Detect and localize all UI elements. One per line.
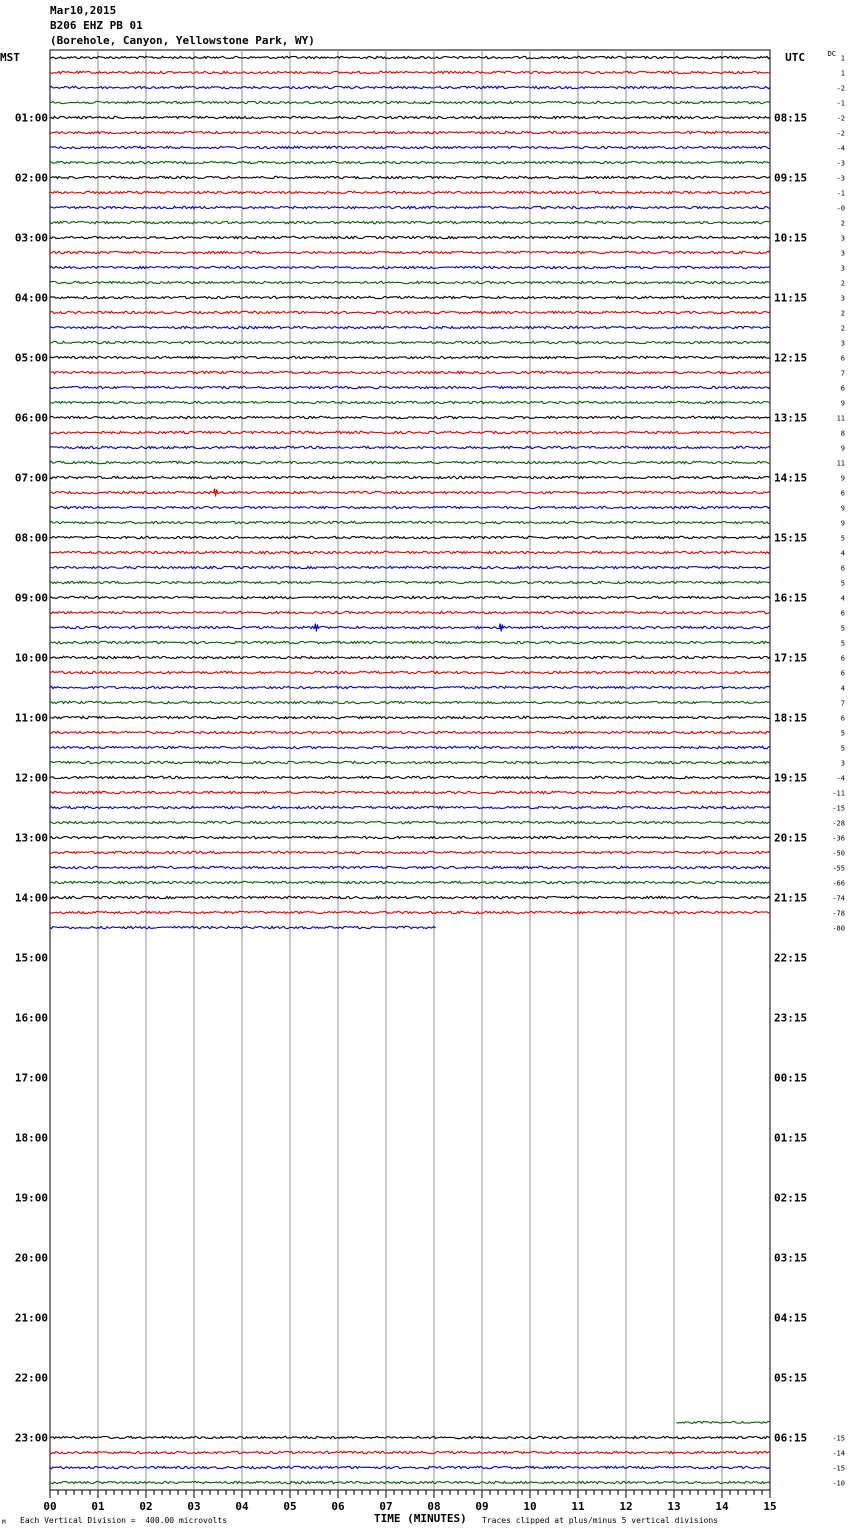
hour-label-utc: 10:15: [774, 231, 808, 245]
station-location: (Borehole, Canyon, Yellowstone Park, WY): [50, 34, 315, 47]
trace-line: [50, 296, 770, 298]
dc-offset-label: 3: [840, 249, 845, 258]
hour-label-mst: 20:00: [14, 1251, 48, 1265]
x-tick-label: 08: [427, 1500, 441, 1513]
dc-offset-label: -28: [832, 819, 845, 828]
dc-offset-label: 9: [840, 444, 845, 453]
x-axis-title: TIME (MINUTES): [374, 1512, 467, 1525]
trace-line: [50, 1481, 770, 1483]
dc-offset-label: 5: [840, 729, 845, 738]
dc-offset-label: -15: [832, 804, 845, 813]
trace-line: [50, 926, 436, 928]
dc-offset-label: -3: [836, 174, 845, 183]
dc-offset-label: 9: [840, 399, 845, 408]
trace-line: [50, 416, 770, 418]
dc-offset-label: 6: [840, 609, 845, 618]
trace-line: [50, 911, 770, 913]
trace-line: [50, 1451, 770, 1453]
trace-line: [50, 536, 770, 538]
dc-offset-label: 1: [840, 69, 845, 78]
trace-line: [50, 521, 770, 523]
dc-column-label: DC: [827, 50, 836, 58]
trace-line: [50, 431, 770, 433]
trace-line: [50, 671, 770, 673]
x-tick-label: 15: [763, 1500, 777, 1513]
trace-line: [50, 551, 770, 553]
dc-offset-label: 11: [836, 414, 845, 423]
trace-line: [50, 746, 770, 748]
trace-line: [50, 326, 770, 328]
trace-line: [676, 1422, 769, 1424]
dc-offset-label: 2: [840, 219, 845, 228]
dc-offset-label: -66: [832, 879, 845, 888]
x-tick-label: 07: [379, 1500, 393, 1513]
hour-label-utc: 15:15: [774, 531, 808, 545]
trace-line: [50, 791, 770, 793]
trace-line: [50, 506, 770, 508]
x-tick-label: 14: [715, 1500, 729, 1513]
x-tick-label: 01: [91, 1500, 105, 1513]
hour-label-mst: 11:00: [14, 711, 48, 725]
footer-scale-note: Each Vertical Division = 400.00 microvolts: [20, 1516, 228, 1525]
x-tick-label: 11: [571, 1500, 585, 1513]
hour-label-utc: 05:15: [774, 1371, 808, 1385]
trace-line: [50, 131, 770, 133]
dc-offset-label: 2: [840, 324, 845, 333]
dc-offset-label: 7: [840, 699, 845, 708]
trace-line: [50, 881, 770, 883]
trace-line: [50, 341, 770, 343]
dc-offset-label: 4: [840, 684, 845, 693]
trace-line: [50, 386, 770, 388]
trace-line: [50, 176, 770, 178]
dc-offset-label: -2: [836, 84, 845, 93]
hour-label-utc: 20:15: [774, 831, 808, 845]
hour-label-utc: 08:15: [774, 111, 808, 125]
dc-offset-label: 2: [840, 279, 845, 288]
hour-label-mst: 08:00: [14, 531, 48, 545]
hour-label-mst: 09:00: [14, 591, 48, 605]
hour-label-mst: 21:00: [14, 1311, 48, 1325]
hour-label-mst: 02:00: [14, 171, 48, 185]
hour-label-utc: 00:15: [774, 1071, 808, 1085]
trace-line: [50, 626, 770, 628]
hour-label-utc: 18:15: [774, 711, 808, 725]
hour-label-utc: 21:15: [774, 891, 808, 905]
trace-line: [50, 116, 770, 118]
hour-label-utc: 11:15: [774, 291, 808, 305]
dc-offset-label: -55: [832, 864, 845, 873]
trace-line: [50, 146, 770, 148]
dc-offset-label: 6: [840, 354, 845, 363]
dc-offset-label: -2: [836, 129, 845, 138]
trace-line: [50, 491, 770, 493]
dc-offset-label: 5: [840, 639, 845, 648]
dc-offset-label: 6: [840, 654, 845, 663]
dc-offset-label: 4: [840, 594, 845, 603]
hour-label-mst: 03:00: [14, 231, 48, 245]
hour-label-mst: 05:00: [14, 351, 48, 365]
dc-offset-label: -1: [836, 99, 845, 108]
station-code: B206 EHZ PB 01: [50, 19, 143, 32]
hour-label-utc: 19:15: [774, 771, 808, 785]
hour-label-mst: 06:00: [14, 411, 48, 425]
hour-label-mst: 10:00: [14, 651, 48, 665]
hour-label-utc: 03:15: [774, 1251, 808, 1265]
trace-line: [50, 656, 770, 658]
dc-offset-label: 5: [840, 624, 845, 633]
dc-offset-label: -4: [836, 774, 845, 783]
hour-label-utc: 23:15: [774, 1011, 808, 1025]
dc-offset-label: -80: [832, 924, 845, 933]
hour-label-utc: 17:15: [774, 651, 808, 665]
hour-label-mst: 17:00: [14, 1071, 48, 1085]
trace-line: [50, 191, 770, 193]
hour-label-mst: 12:00: [14, 771, 48, 785]
dc-offset-label: 9: [840, 519, 845, 528]
hour-label-mst: 14:00: [14, 891, 48, 905]
dc-offset-label: -15: [832, 1434, 845, 1443]
dc-offset-label: 3: [840, 234, 845, 243]
dc-offset-label: 5: [840, 744, 845, 753]
trace-line: [50, 476, 770, 478]
dc-offset-label: 6: [840, 714, 845, 723]
trace-line: [50, 266, 770, 268]
dc-offset-label: 11: [836, 459, 845, 468]
footer-mark: M: [2, 1519, 6, 1526]
trace-line: [50, 641, 770, 643]
dc-offset-label: 3: [840, 264, 845, 273]
dc-offset-label: -78: [832, 909, 845, 918]
right-axis-label: UTC: [785, 51, 805, 64]
hour-label-utc: 12:15: [774, 351, 808, 365]
trace-line: [50, 206, 770, 208]
footer-clip-note: Traces clipped at plus/minus 5 vertical divisions: [482, 1516, 719, 1525]
trace-line: [50, 701, 770, 703]
trace-line: [50, 86, 770, 88]
x-tick-label: 03: [187, 1500, 201, 1513]
plot-date: Mar10,2015: [50, 4, 117, 17]
trace-line: [50, 356, 770, 358]
hour-label-mst: 16:00: [14, 1011, 48, 1025]
dc-offset-label: -0: [836, 204, 845, 213]
x-tick-label: 04: [235, 1500, 249, 1513]
hour-label-utc: 13:15: [774, 411, 808, 425]
x-tick-label: 13: [667, 1500, 681, 1513]
dc-offset-label: 6: [840, 384, 845, 393]
trace-line: [50, 401, 770, 403]
trace-line: [50, 851, 770, 853]
trace-line: [50, 866, 770, 868]
hour-label-utc: 04:15: [774, 1311, 808, 1325]
hour-label-mst: 22:00: [14, 1371, 48, 1385]
hour-label-utc: 14:15: [774, 471, 808, 485]
trace-line: [50, 311, 770, 313]
x-tick-label: 00: [43, 1500, 57, 1513]
trace-line: [50, 101, 770, 103]
dc-offset-label: 1: [840, 54, 845, 63]
dc-offset-label: -36: [832, 834, 845, 843]
dc-offset-label: 6: [840, 489, 845, 498]
trace-line: [50, 566, 770, 568]
trace-line: [50, 251, 770, 253]
trace-line: [50, 71, 770, 73]
trace-line: [50, 221, 770, 223]
dc-offset-label: 9: [840, 504, 845, 513]
trace-line: [50, 761, 770, 763]
trace-line: [50, 716, 770, 718]
trace-line: [50, 446, 770, 448]
hour-label-mst: 15:00: [14, 951, 48, 965]
dc-offset-label: -50: [832, 849, 845, 858]
x-tick-label: 02: [139, 1500, 153, 1513]
dc-offset-label: -3: [836, 159, 845, 168]
hour-label-mst: 18:00: [14, 1131, 48, 1145]
trace-line: [50, 806, 770, 808]
trace-line: [50, 731, 770, 733]
dc-offset-label: 8: [840, 429, 845, 438]
x-tick-label: 09: [475, 1500, 489, 1513]
dc-offset-label: 9: [840, 474, 845, 483]
dc-offset-label: -15: [832, 1464, 845, 1473]
trace-line: [50, 161, 770, 163]
hour-label-mst: 07:00: [14, 471, 48, 485]
dc-offset-label: 2: [840, 309, 845, 318]
left-axis-label: MST: [0, 51, 20, 64]
hour-label-utc: 01:15: [774, 1131, 808, 1145]
trace-line: [50, 611, 770, 613]
trace-line: [50, 371, 770, 373]
trace-line: [50, 836, 770, 838]
hour-label-mst: 04:00: [14, 291, 48, 305]
dc-offset-label: 3: [840, 759, 845, 768]
dc-offset-label: -10: [832, 1479, 845, 1488]
trace-line: [50, 596, 770, 598]
trace-line: [50, 686, 770, 688]
dc-offset-label: 5: [840, 534, 845, 543]
trace-line: [50, 896, 770, 898]
trace-line: [50, 581, 770, 583]
hour-label-mst: 01:00: [14, 111, 48, 125]
x-tick-label: 05: [283, 1500, 297, 1513]
dc-offset-label: 7: [840, 369, 845, 378]
hour-label-mst: 19:00: [14, 1191, 48, 1205]
dc-offset-label: -2: [836, 114, 845, 123]
trace-line: [50, 821, 770, 823]
trace-line: [50, 56, 770, 58]
hour-label-utc: 06:15: [774, 1431, 808, 1445]
dc-offset-label: -4: [836, 144, 845, 153]
trace-line: [50, 1466, 770, 1468]
dc-offset-label: 6: [840, 669, 845, 678]
trace-line: [50, 281, 770, 283]
x-tick-label: 10: [523, 1500, 537, 1513]
x-tick-label: 12: [619, 1500, 633, 1513]
dc-offset-label: -11: [832, 789, 845, 798]
hour-label-utc: 22:15: [774, 951, 808, 965]
dc-offset-label: 3: [840, 294, 845, 303]
dc-offset-label: 3: [840, 339, 845, 348]
hour-label-mst: 23:00: [14, 1431, 48, 1445]
dc-offset-label: -74: [832, 894, 845, 903]
dc-offset-label: 4: [840, 549, 845, 558]
trace-line: [50, 461, 770, 463]
hour-label-utc: 02:15: [774, 1191, 808, 1205]
hour-label-mst: 13:00: [14, 831, 48, 845]
trace-line: [50, 1436, 770, 1438]
dc-offset-label: 5: [840, 579, 845, 588]
trace-line: [50, 776, 770, 778]
trace-line: [50, 236, 770, 238]
hour-label-utc: 09:15: [774, 171, 808, 185]
dc-offset-label: 6: [840, 564, 845, 573]
x-tick-label: 06: [331, 1500, 345, 1513]
dc-offset-label: -1: [836, 189, 845, 198]
hour-label-utc: 16:15: [774, 591, 808, 605]
dc-offset-label: -14: [832, 1449, 845, 1458]
